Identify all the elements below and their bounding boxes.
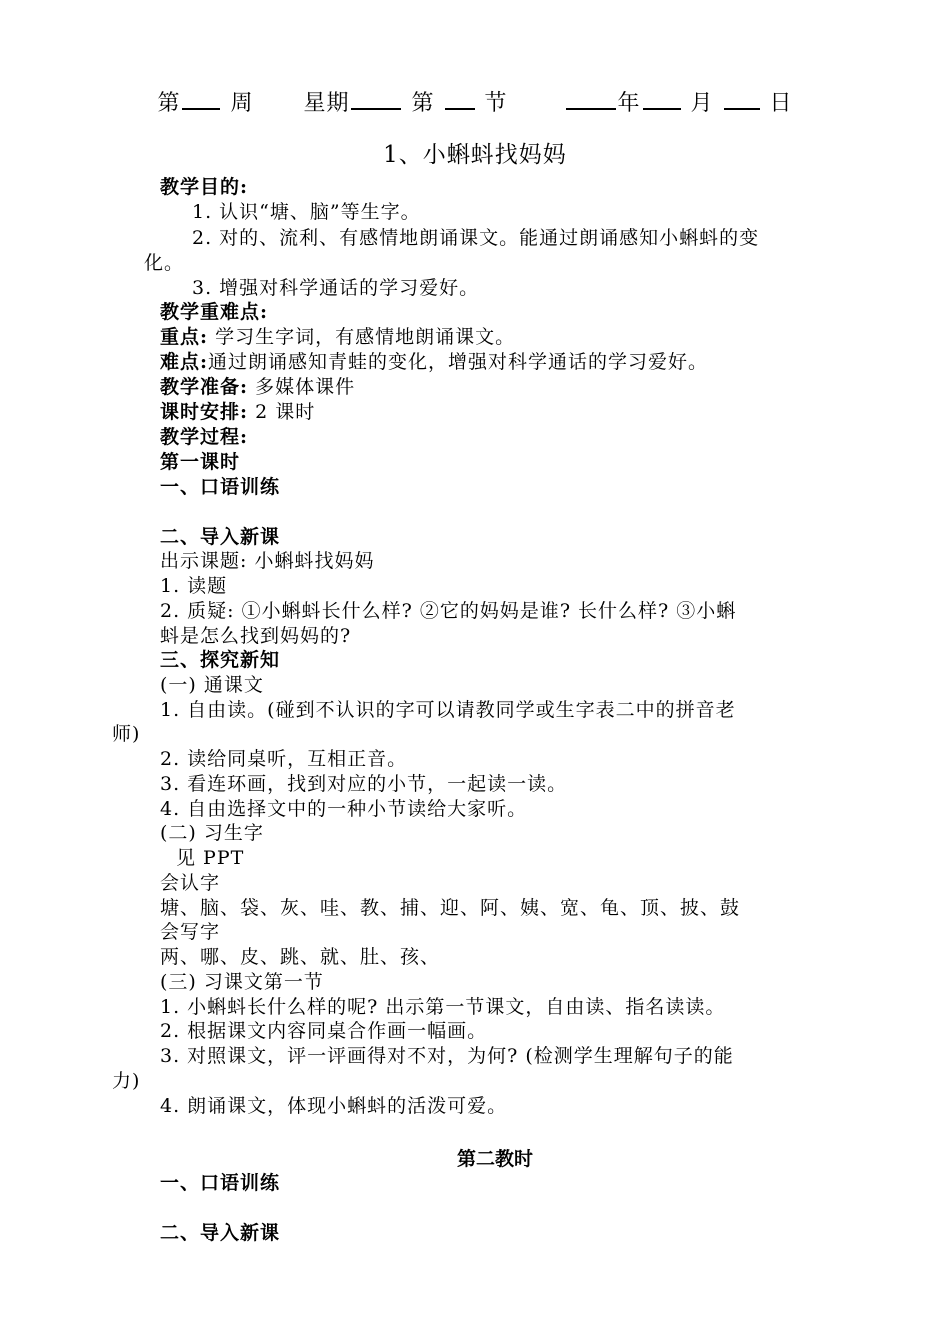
part-3: (三) 习课文第一节 <box>160 971 324 993</box>
weekday-blank <box>351 88 401 110</box>
part-1: (一) 通课文 <box>160 674 264 696</box>
header-ri: 日 <box>769 91 793 116</box>
header-xingqi: 星期 <box>303 91 350 116</box>
section-intro-2: 二、导入新课 <box>160 1222 281 1244</box>
key-heading: 教学重难点: <box>160 301 269 323</box>
goal-heading: 教学目的: <box>160 176 249 198</box>
write-chars: 两、哪、皮、跳、就、肚、孩、 <box>160 946 441 968</box>
diff-label: 难点: <box>160 351 209 373</box>
period-blank <box>445 88 475 110</box>
section-oral: 一、口语训练 <box>160 476 281 498</box>
key-point <box>160 325 515 350</box>
lesson-title: 1、小蝌蚪找妈妈 <box>383 142 567 168</box>
question-b: 蚪是怎么找到妈妈的? <box>160 625 352 647</box>
part-2: (二) 习生字 <box>160 822 264 844</box>
header-di2: 第 <box>411 91 435 116</box>
goal-3: 3. 增强对科学通话的学习爱好。 <box>192 277 480 299</box>
part3-item2: 2. 根据课文内容同桌合作画一幅画。 <box>160 1020 488 1042</box>
time-text: 2 课时 <box>255 401 316 423</box>
key-text: 学习生字词，有感情地朗诵课文。 <box>215 326 516 348</box>
write-heading: 会写字 <box>160 921 221 943</box>
part3-item4: 4. 朗诵课文，体现小蝌蚪的活泼可爱。 <box>160 1095 508 1117</box>
recognize-heading: 会认字 <box>160 872 221 894</box>
lesson1-heading: 第一课时 <box>160 451 241 473</box>
day-blank <box>724 88 760 110</box>
part1-item1b: 师) <box>112 723 141 745</box>
goal-1: 1. 认识“塘、脑”等生字。 <box>192 201 421 223</box>
topic: 出示课题: 小蝌蚪找妈妈 <box>160 550 375 572</box>
recognize-chars: 塘、脑、袋、灰、哇、教、捕、迎、阿、姨、宽、龟、顶、披、鼓 <box>160 897 741 919</box>
week-blank <box>182 88 220 110</box>
preparation <box>160 375 355 400</box>
see-ppt: 见 PPT <box>176 847 245 869</box>
header-zhou: 周 <box>230 91 254 116</box>
header-jie: 节 <box>484 91 508 116</box>
section-oral-2: 一、口语训练 <box>160 1172 281 1194</box>
section-intro: 二、导入新课 <box>160 526 281 548</box>
header-yue: 月 <box>690 91 714 116</box>
prep-text: 多媒体课件 <box>255 376 356 398</box>
difficulty <box>160 350 708 375</box>
header-di: 第 <box>157 91 181 116</box>
part3-item3a: 3. 对照课文，评一评画得对不对，为何? (检测学生理解句子的能 <box>160 1045 734 1067</box>
year-blank <box>566 88 616 110</box>
goal-2a: 2. 对的、流利、有感情地朗诵课文。能通过朗诵感知小蝌蚪的变 <box>192 227 760 249</box>
part3-item1: 1. 小蝌蚪长什么样的呢? 出示第一节课文，自由读、指名读读。 <box>160 996 726 1018</box>
diff-text: 通过朗诵感知青蛙的变化，增强对科学通话的学习爱好。 <box>208 351 709 373</box>
read-title: 1. 读题 <box>160 575 228 597</box>
question-a: 2. 质疑: ①小蝌蚪长什么样? ②它的妈妈是谁? 长什么样? ③小蝌 <box>160 600 737 622</box>
goal-2b: 化。 <box>144 252 185 274</box>
part1-item2: 2. 读给同桌听，互相正音。 <box>160 748 408 770</box>
part1-item4: 4. 自由选择文中的一种小节读给大家听。 <box>160 798 528 820</box>
part1-item1a: 1. 自由读。(碰到不认识的字可以请教同学或生字表二中的拼音老 <box>160 699 736 721</box>
date-header <box>0 86 950 117</box>
lesson2-heading: 第二教时 <box>456 1148 533 1170</box>
process-heading: 教学过程: <box>160 426 249 448</box>
header-nian: 年 <box>617 91 641 116</box>
part1-item3: 3. 看连环画，找到对应的小节，一起读一读。 <box>160 773 568 795</box>
section-explore: 三、探究新知 <box>160 649 281 671</box>
schedule <box>160 400 315 425</box>
month-blank <box>643 88 681 110</box>
time-label: 课时安排: <box>160 401 249 423</box>
part3-item3b: 力) <box>112 1070 141 1092</box>
prep-label: 教学准备: <box>160 376 249 398</box>
key-label: 重点: <box>160 326 209 348</box>
